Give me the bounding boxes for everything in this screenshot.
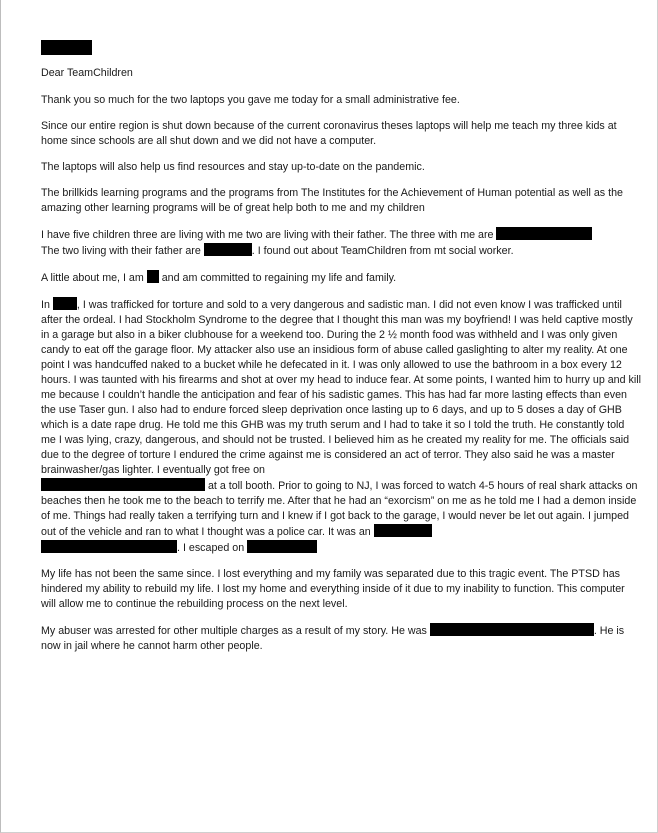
paragraph-abuser xyxy=(41,623,641,654)
redacted-children-names xyxy=(496,227,592,240)
paragraph-children xyxy=(41,227,641,259)
about-text-a: A little about me, I am xyxy=(41,272,147,284)
redacted-year xyxy=(53,297,77,310)
story-text-c: at a toll booth. Prior to going to NJ, I was forced to watch 4-5 hours of real shark attacks on beaches then he took me to the beach to terrify me. After that he had an “exorcism” on me as he told me I had a demon inside of me. Things had really taken a terrifying turn and I knew if I got back to the garage, I would never be let out again. I jumped out of the vehicle and ran to what I thought was a police car. It was an xyxy=(41,480,638,538)
paragraph-life-since: My life has not been the same since. I lost everything and my family was separated due to this tragic event. The PTSD has hindered my ability to rebuild my life. I lost my home and everything inside of it due to my inability to function. This computer will allow me to continue the rebuilding process on the next level. xyxy=(41,568,625,610)
redacted-vehicle-detail xyxy=(41,540,177,553)
children-text-a: I have five children three are living with me two are living with their father. The three with me are xyxy=(41,229,497,241)
about-text-b: and am committed to regaining my life and family. xyxy=(158,272,397,284)
story-text-b: , I was trafficked for torture and sold to a very dangerous and sadistic man. I did not even know I was trafficked until after the ordeal. I had Stockholm Syndrome to the degree that I thought this man was my boyfriend! I was held captive mostly in a garage but also in a biker clubhouse for a weekend too. During the 2 ½ month food was withheld and I was only given candy to eat off the garage floor. My attacker also use an insidious form of abuse called gaslighting to alter my reality. At one point I was handcuffed naked to a bucket while he defecated in it. I was only allowed to use the bathroom in a box every 12 hours. I was taunted with his firearms and shot at over my head to induce fear. At some points, I wanted him to hurry up and kill me because I couldn’t handle the anticipation and fear of his sadistic games. This has had far more lasting effects than even the use Taser gun. I also had to endure forced sleep deprivation once lasting up to 6 days, and up to 5 doses a day of GHB which is a date rape drug. He told me this GHB was my truth serum and I had to take it so I told the truth. He constantly told me I was lying, crazy, dangerous, and should not be trusted. I believed him as he created my reality for me. The officials said due to the degree of torture I endured the crime against me is considered an act of terror. They also said he was a master brainwasher/gas lighter. I eventually got free on xyxy=(41,299,641,476)
redacted-escape-day xyxy=(247,540,317,553)
children-text-b: The two living with their father are xyxy=(41,245,204,257)
abuser-text-a: My abuser was arrested for other multiple charges as a result of my story. He was xyxy=(41,625,430,637)
greeting: Dear TeamChildren xyxy=(41,67,133,79)
abuser-text-b: . He is now in jail where he cannot harm other people. xyxy=(41,625,625,652)
children-text-c: . I found out about TeamChildren from mt social worker. xyxy=(251,245,514,257)
letter-body xyxy=(41,40,641,665)
redacted-escape-date xyxy=(41,478,205,491)
paragraph-story xyxy=(41,297,641,556)
redacted-vehicle xyxy=(374,524,432,537)
redacted-header-block xyxy=(41,40,92,55)
paragraph-thanks: Thank you so much for the two laptops you gave me today for a small administrative fee. xyxy=(41,94,460,106)
paragraph-resources: The laptops will also help us find resources and stay up-to-date on the pandemic. xyxy=(41,161,425,173)
paragraph-region-shutdown: Since our entire region is shut down because of the current coronavirus theses laptops will help me teach my three kids at home since schools are all shut down and we did not have a computer. xyxy=(41,120,617,147)
story-text-d: . I escaped on xyxy=(177,542,248,554)
paragraph-about-me xyxy=(41,270,641,286)
redacted-age xyxy=(147,270,159,283)
redacted-father-children-names xyxy=(204,243,252,256)
paragraph-learning-programs: The brillkids learning programs and the programs from The Institutes for the Achievement of Human potential as well as the amazing other learning programs will be of great help both to me and my children xyxy=(41,187,623,214)
story-text-a: In xyxy=(41,299,53,311)
redacted-sentence xyxy=(430,623,594,636)
